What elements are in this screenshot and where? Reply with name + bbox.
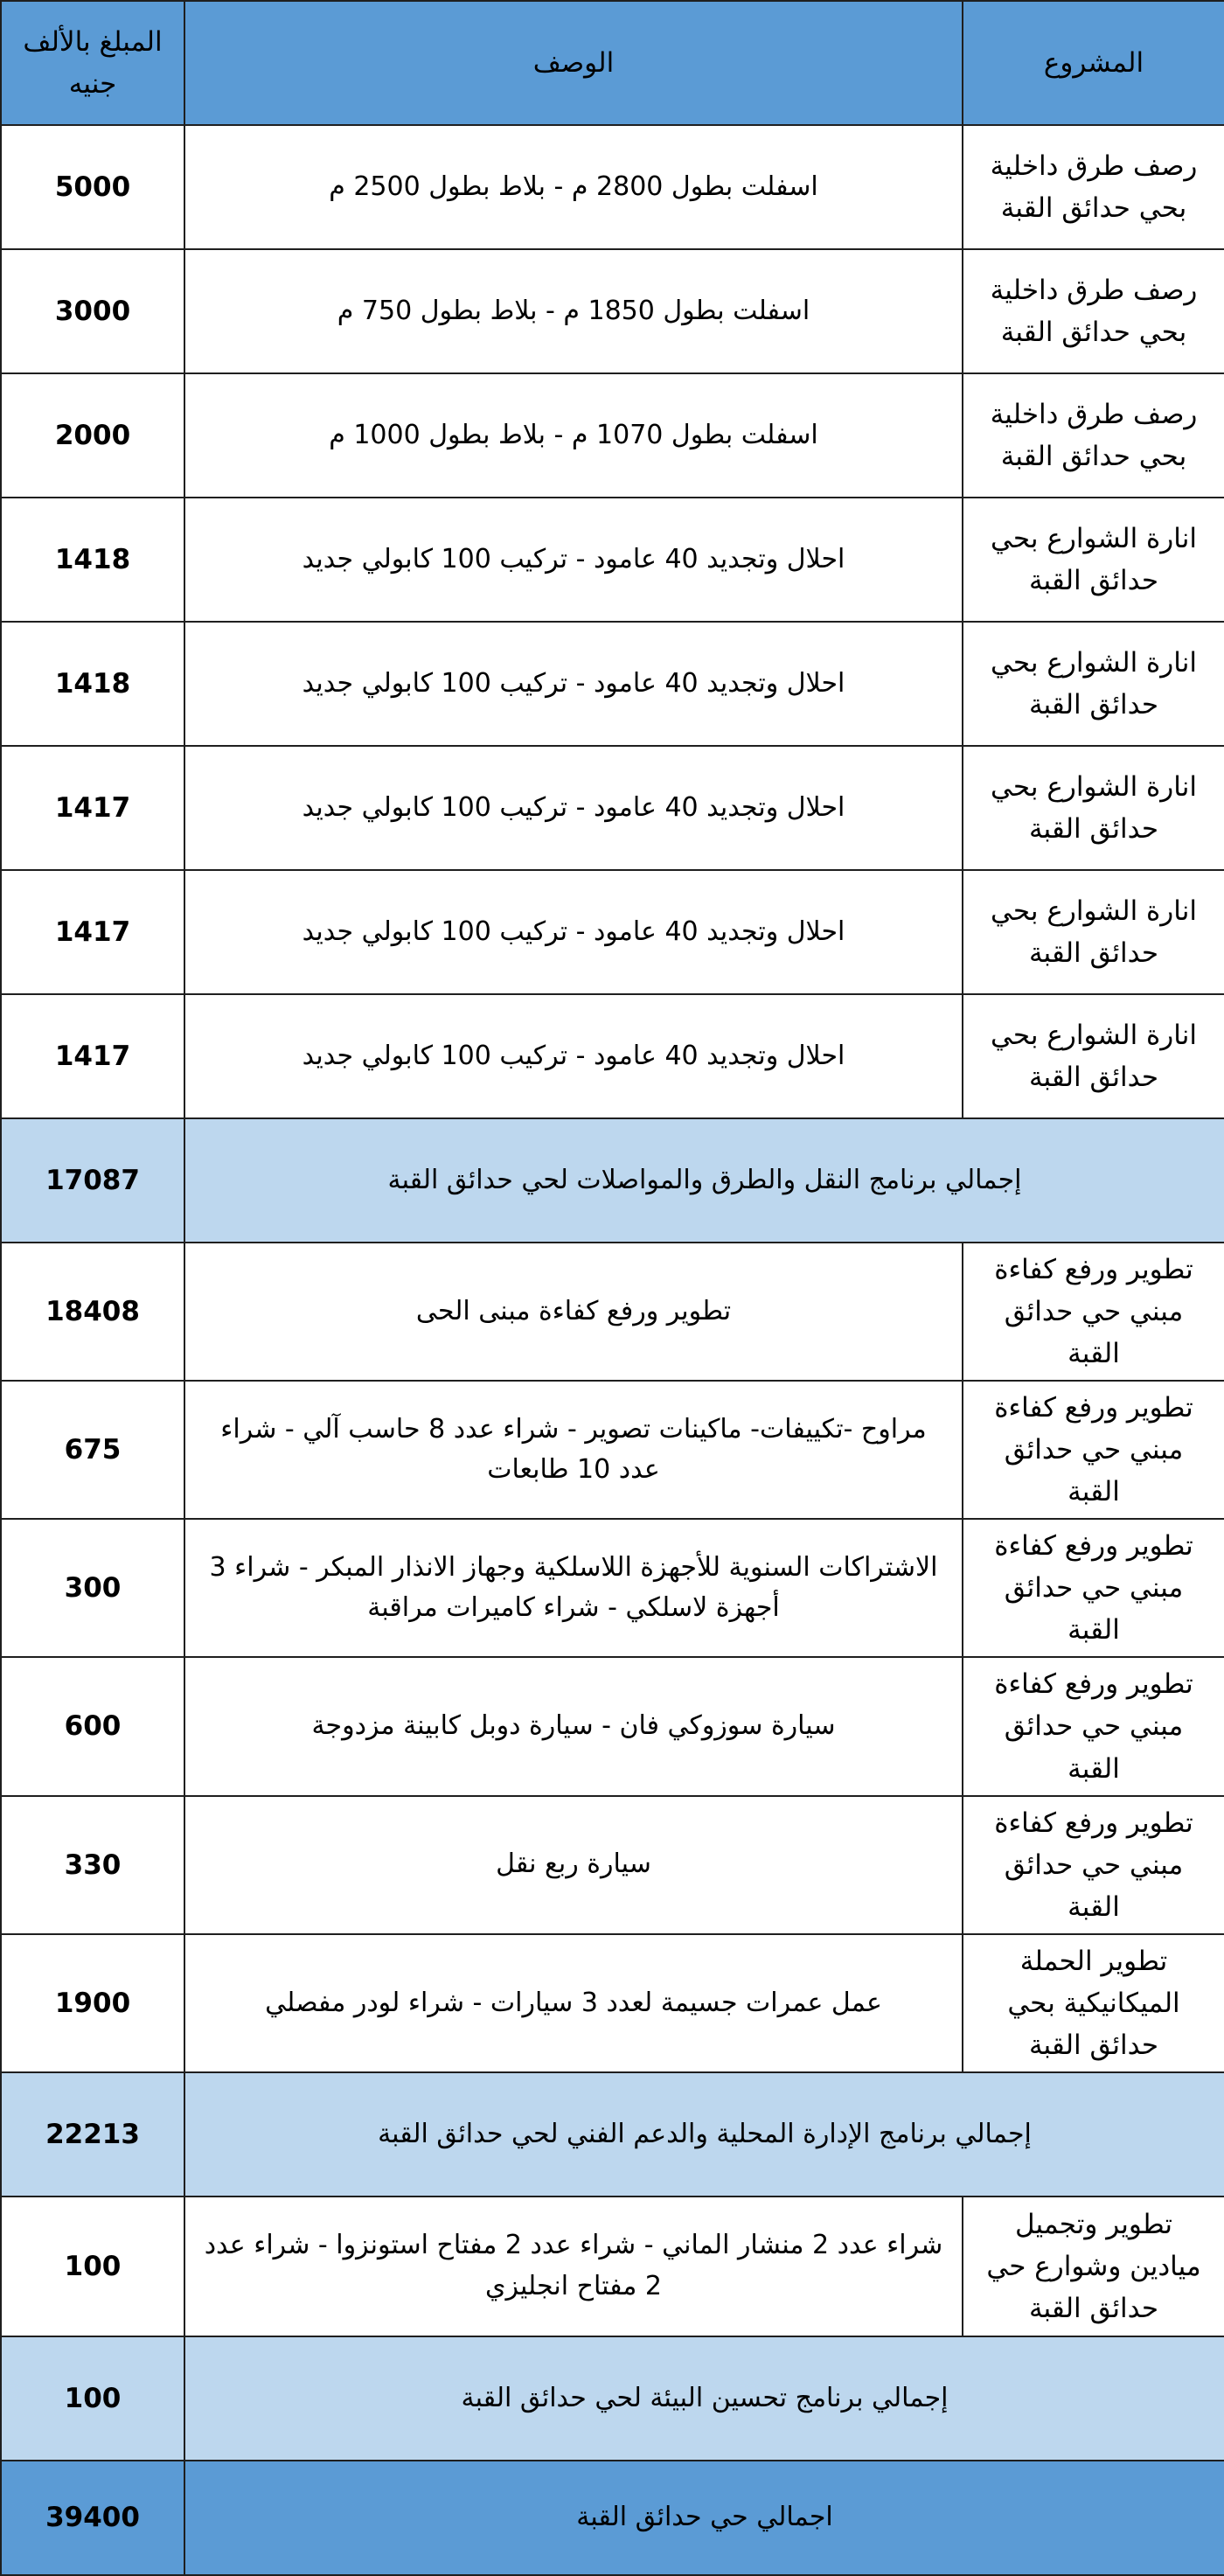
table-row [1, 870, 1224, 994]
subtotal-amount: 100 [1, 2336, 184, 2461]
subtotal-row [1, 2336, 1224, 2461]
grand-total-row [1, 2461, 1224, 2575]
table-row [1, 249, 1224, 373]
header-description: الوصف [184, 1, 963, 125]
amount-cell: 1417 [1, 746, 184, 870]
table-row [1, 1381, 1224, 1519]
amount-cell: 18408 [1, 1243, 184, 1381]
amount-cell: 100 [1, 2197, 184, 2336]
amount-cell: 1418 [1, 622, 184, 746]
subtotal-label: إجمالي برنامج النقل والطرق والمواصلات لحي حدائق القبة [184, 1118, 1224, 1243]
description-cell: احلال وتجديد 40 عامود - تركيب 100 كابولي جديد [184, 746, 963, 870]
header-project: المشروع [963, 1, 1224, 125]
description-cell: اسفلت بطول 1070 م - بلاط بطول 1000 م [184, 373, 963, 498]
project-cell: انارة الشوارع بحي حدائق القبة [963, 622, 1224, 746]
project-cell: رصف طرق داخلية بحي حدائق القبة [963, 249, 1224, 373]
header-amount: المبلغ بالألف جنيه [1, 1, 184, 125]
description-cell: سيارة سوزوكي فان - سيارة دوبل كابينة مزدوجة [184, 1657, 963, 1795]
amount-cell: 1417 [1, 870, 184, 994]
project-cell: رصف طرق داخلية بحي حدائق القبة [963, 125, 1224, 249]
amount-cell: 300 [1, 1519, 184, 1657]
subtotal-label: إجمالي برنامج الإدارة المحلية والدعم الفني لحي حدائق القبة [184, 2072, 1224, 2197]
subtotal-amount: 17087 [1, 1118, 184, 1243]
description-cell: اسفلت بطول 1850 م - بلاط بطول 750 م [184, 249, 963, 373]
amount-cell: 1418 [1, 498, 184, 622]
amount-cell: 675 [1, 1381, 184, 1519]
project-cell: انارة الشوارع بحي حدائق القبة [963, 746, 1224, 870]
table-row [1, 1519, 1224, 1657]
amount-cell: 3000 [1, 249, 184, 373]
table-row [1, 1796, 1224, 1934]
table-row [1, 1657, 1224, 1795]
header-row [1, 1, 1224, 125]
description-cell: اسفلت بطول 2800 م - بلاط بطول 2500 م [184, 125, 963, 249]
amount-cell: 1900 [1, 1934, 184, 2072]
grand-total-label: اجمالي حي حدائق القبة [184, 2461, 1224, 2575]
description-cell: احلال وتجديد 40 عامود - تركيب 100 كابولي جديد [184, 870, 963, 994]
table-row [1, 1934, 1224, 2072]
description-cell: شراء عدد 2 منشار الماني - شراء عدد 2 مفتاح استونزوا - شراء عدد 2 مفتاح انجليزي [184, 2197, 963, 2336]
project-cell: تطوير ورفع كفاءة مبني حي حدائق القبة [963, 1243, 1224, 1381]
amount-cell: 1417 [1, 994, 184, 1118]
table-row [1, 373, 1224, 498]
description-cell: احلال وتجديد 40 عامود - تركيب 100 كابولي جديد [184, 498, 963, 622]
amount-cell: 330 [1, 1796, 184, 1934]
description-cell: الاشتراكات السنوية للأجهزة اللاسلكية وجهاز الانذار المبكر - شراء 3 أجهزة لاسلكي - شراء كاميرات مراقبة [184, 1519, 963, 1657]
description-cell: تطوير ورفع كفاءة مبنى الحى [184, 1243, 963, 1381]
table-row [1, 746, 1224, 870]
project-cell: انارة الشوارع بحي حدائق القبة [963, 498, 1224, 622]
project-cell: تطوير ورفع كفاءة مبني حي حدائق القبة [963, 1657, 1224, 1795]
table-row [1, 2197, 1224, 2336]
description-cell: مراوح -تكييفات- ماكينات تصوير - شراء عدد 8 حاسب آلي - شراء عدد 10 طابعات [184, 1381, 963, 1519]
table-row [1, 994, 1224, 1118]
table-row [1, 498, 1224, 622]
project-cell: تطوير الحملة الميكانيكية بحي حدائق القبة [963, 1934, 1224, 2072]
project-cell: رصف طرق داخلية بحي حدائق القبة [963, 373, 1224, 498]
description-cell: سيارة ربع نقل [184, 1796, 963, 1934]
project-cell: انارة الشوارع بحي حدائق القبة [963, 994, 1224, 1118]
project-cell: تطوير ورفع كفاءة مبني حي حدائق القبة [963, 1519, 1224, 1657]
grand-total-amount: 39400 [1, 2461, 184, 2575]
subtotal-row [1, 2072, 1224, 2197]
description-cell: احلال وتجديد 40 عامود - تركيب 100 كابولي جديد [184, 622, 963, 746]
table-row [1, 622, 1224, 746]
subtotal-row [1, 1118, 1224, 1243]
subtotal-label: إجمالي برنامج تحسين البيئة لحي حدائق القبة [184, 2336, 1224, 2461]
project-cell: تطوير وتجميل ميادين وشوارع حي حدائق القبة [963, 2197, 1224, 2336]
project-cell: تطوير ورفع كفاءة مبني حي حدائق القبة [963, 1381, 1224, 1519]
description-cell: عمل عمرات جسيمة لعدد 3 سيارات - شراء لودر مفصلي [184, 1934, 963, 2072]
amount-cell: 600 [1, 1657, 184, 1795]
amount-cell: 5000 [1, 125, 184, 249]
amount-cell: 2000 [1, 373, 184, 498]
project-cell: تطوير ورفع كفاءة مبني حي حدائق القبة [963, 1796, 1224, 1934]
table-row [1, 125, 1224, 249]
subtotal-amount: 22213 [1, 2072, 184, 2197]
project-cell: انارة الشوارع بحي حدائق القبة [963, 870, 1224, 994]
description-cell: احلال وتجديد 40 عامود - تركيب 100 كابولي جديد [184, 994, 963, 1118]
table-row [1, 1243, 1224, 1381]
